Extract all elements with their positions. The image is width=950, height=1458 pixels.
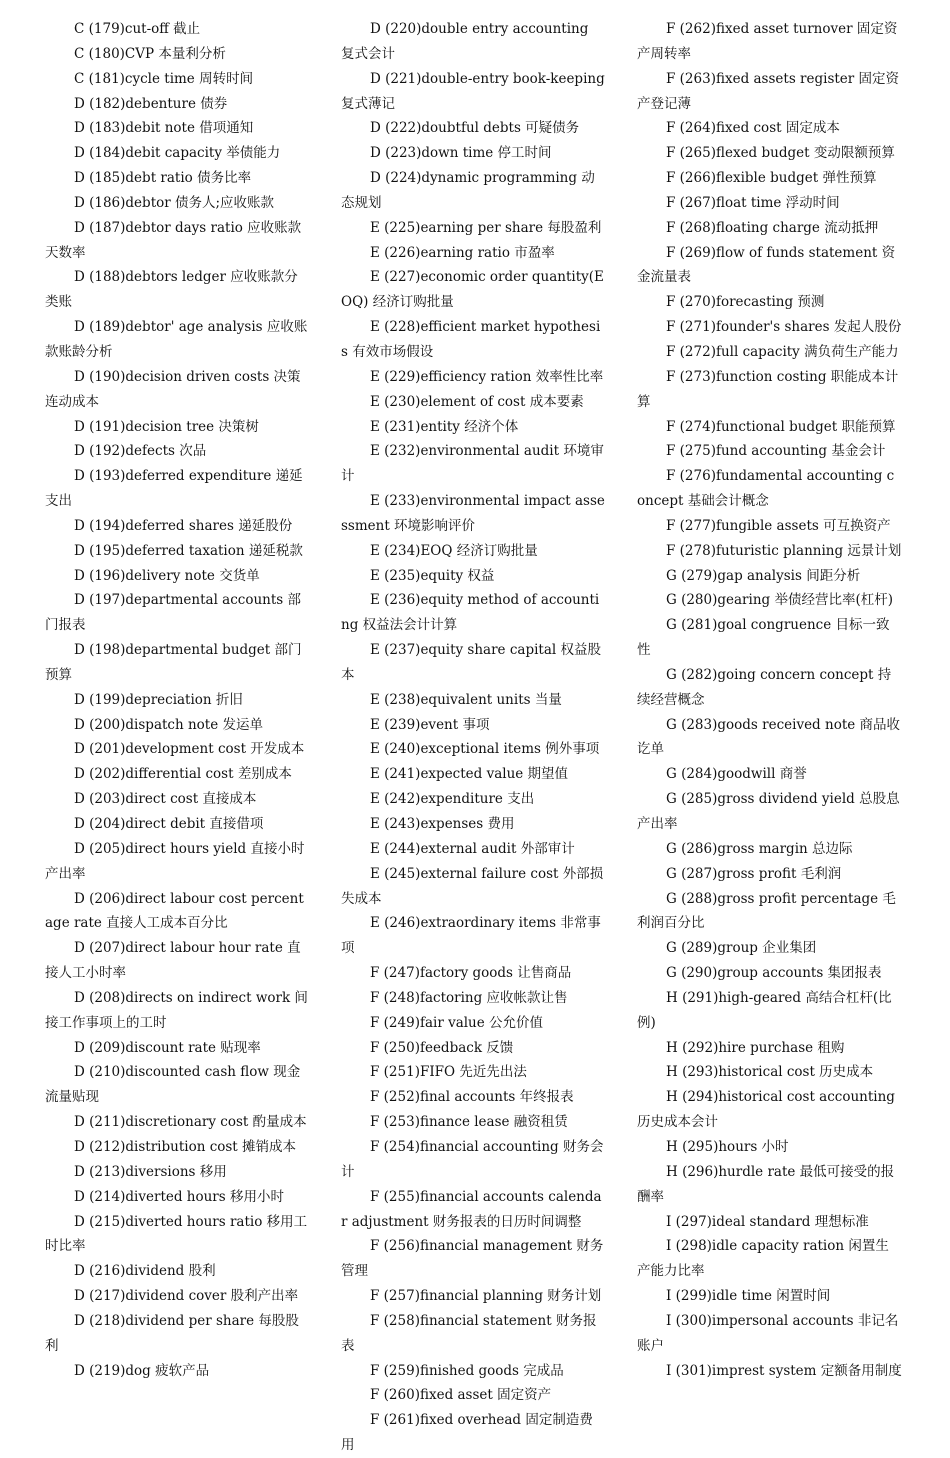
glossary-entry: E (241)expected value 期望值 <box>370 766 569 783</box>
glossary-entry: D (204)direct debit 直接借项 <box>74 816 264 832</box>
glossary-entry: D (193)deferred expenditure 递延支出 <box>45 468 303 510</box>
glossary-entry: D (197)departmental accounts 部门报表 <box>45 592 302 634</box>
glossary-entry: F (275)fund accounting 基金会计 <box>666 443 886 460</box>
glossary-entry: I (299)idle time 闲置时间 <box>666 1288 831 1305</box>
glossary-entry: E (244)external audit 外部审计 <box>370 840 575 857</box>
glossary-entry: D (188)debtors ledger 应收账款分类账 <box>45 269 298 311</box>
glossary-entry: D (206)direct labour cost percentage rate 直接人工成本百分比 <box>45 890 304 932</box>
glossary-entry: G (280)gearing 举债经营比率(杠杆) <box>666 592 893 609</box>
glossary-entry: E (242)expenditure 支出 <box>370 791 535 808</box>
glossary-entry: E (243)expenses 费用 <box>370 816 515 832</box>
glossary-entry: F (253)finance lease 融资租赁 <box>370 1114 568 1131</box>
glossary-entry: G (290)group accounts 集团报表 <box>666 965 882 982</box>
glossary-entry: H (294)historical cost accounting 历史成本会计 <box>637 1089 895 1131</box>
glossary-entry: D (209)discount rate 贴现率 <box>74 1039 261 1056</box>
glossary-entry: F (254)financial accounting 财务会计 <box>341 1138 604 1180</box>
glossary-entry: E (226)earning ratio 市盈率 <box>370 244 555 261</box>
glossary-entry: D (208)directs on indirect work 间接工作事项上的工时 <box>45 989 308 1031</box>
glossary-entry: F (260)fixed asset 固定资产 <box>370 1387 552 1404</box>
glossary-entry: E (225)earning per share 每股盈利 <box>370 219 602 236</box>
glossary-entry: G (282)going concern concept 持续经营概念 <box>637 666 892 708</box>
glossary-entry: F (273)function costing 职能成本计算 <box>637 368 899 410</box>
glossary-entry: F (271)founder's shares 发起人股份 <box>666 319 902 336</box>
glossary-entry: D (203)direct cost 直接成本 <box>74 791 257 808</box>
glossary-entry: F (258)financial statement 财务报表 <box>341 1312 597 1354</box>
glossary-entry: E (238)equivalent units 当量 <box>370 691 562 708</box>
glossary-entry: F (250)feedback 反馈 <box>370 1039 514 1056</box>
glossary-entry: E (233)environmental impact assessment 环境影响评价 <box>341 493 605 534</box>
glossary-entry: D (221)double-entry book-keeping 复式薄记 <box>341 70 605 112</box>
glossary-entry: D (187)debtor days ratio 应收账款天数率 <box>45 219 302 261</box>
glossary-entry: D (210)discounted cash flow 现金流量贴现 <box>45 1064 301 1106</box>
glossary-entry: E (227)economic order quantity(EOQ) 经济订购批量 <box>341 269 604 311</box>
glossary-entry: D (212)distribution cost 摊销成本 <box>74 1138 297 1155</box>
glossary-entry: C (181)cycle time 周转时间 <box>74 70 254 87</box>
glossary-entry: F (278)futuristic planning 远景计划 <box>666 542 902 559</box>
glossary-entry: D (183)debit note 借项通知 <box>74 120 254 137</box>
glossary-column-1 <box>45 17 310 1383</box>
glossary-entry: F (264)fixed cost 固定成本 <box>666 120 840 137</box>
glossary-entry: D (218)dividend per share 每股股利 <box>45 1312 299 1354</box>
glossary-entry: D (182)debenture 债券 <box>74 95 228 112</box>
glossary-entry: E (230)element of cost 成本要素 <box>370 393 584 410</box>
glossary-entry: F (274)functional budget 职能预算 <box>666 418 896 435</box>
glossary-entry: F (251)FIFO 先近先出法 <box>370 1064 527 1081</box>
glossary-entry: D (185)debt ratio 债务比率 <box>74 170 252 187</box>
glossary-entry: D (195)deferred taxation 递延税款 <box>74 542 303 559</box>
glossary-entry: D (191)decision tree 决策树 <box>74 418 259 435</box>
glossary-entry: H (296)hurdle rate 最低可接受的报酬率 <box>637 1163 895 1205</box>
glossary-entry: E (235)equity 权益 <box>370 567 495 584</box>
glossary-entry: E (234)EOQ 经济订购批量 <box>370 542 538 559</box>
glossary-entry: D (200)dispatch note 发运单 <box>74 716 263 733</box>
glossary-entry: I (301)imprest system 定额备用制度 <box>666 1362 902 1379</box>
glossary-column-2 <box>341 17 606 1458</box>
glossary-entry: H (291)high-geared 高结合杠杆(比例) <box>637 989 892 1031</box>
glossary-entry: D (190)decision driven costs 决策连动成本 <box>45 368 301 410</box>
glossary-entry: H (293)historical cost 历史成本 <box>666 1064 874 1081</box>
glossary-entry: D (194)deferred shares 递延股份 <box>74 517 293 534</box>
glossary-entry: G (283)goods received note 商品收讫单 <box>637 716 901 758</box>
glossary-entry: F (252)final accounts 年终报表 <box>370 1089 574 1106</box>
glossary-entry: F (277)fungible assets 可互换资产 <box>666 517 891 534</box>
glossary-entry: I (300)impersonal accounts 非记名账户 <box>637 1312 899 1354</box>
glossary-entry: I (298)idle capacity ration 闲置生产能力比率 <box>637 1238 889 1280</box>
glossary-entry: E (228)efficient market hypothesis 有效市场假设 <box>341 319 601 360</box>
glossary-entry: F (269)flow of funds statement 资金流量表 <box>637 244 896 286</box>
glossary-entry: H (292)hire purchase 租购 <box>666 1039 845 1056</box>
glossary-entry: F (259)finished goods 完成品 <box>370 1362 564 1379</box>
glossary-entry: C (179)cut-off 截止 <box>74 21 201 37</box>
glossary-entry: G (287)gross profit 毛利润 <box>666 865 842 882</box>
glossary-entry: D (222)doubtful debts 可疑债务 <box>370 120 580 137</box>
glossary-entry: F (265)flexed budget 变动限额预算 <box>666 145 895 162</box>
glossary-entry: D (213)diversions 移用 <box>74 1163 227 1180</box>
glossary-entry: D (198)departmental budget 部门预算 <box>45 642 302 683</box>
glossary-entry: G (284)goodwill 商誉 <box>666 766 807 783</box>
glossary-entry: D (214)diverted hours 移用小时 <box>74 1188 284 1205</box>
glossary-entry: F (247)factory goods 让售商品 <box>370 965 572 982</box>
glossary-column-3 <box>637 17 902 1383</box>
glossary-entry: D (201)development cost 开发成本 <box>74 741 305 758</box>
glossary-entry: D (216)dividend 股利 <box>74 1263 216 1280</box>
glossary-entry: F (266)flexible budget 弹性预算 <box>666 170 877 187</box>
glossary-entry: F (263)fixed assets register 固定资产登记薄 <box>637 70 900 112</box>
glossary-entry: G (279)gap analysis 间距分析 <box>666 567 861 584</box>
glossary-entry: D (224)dynamic programming 动态规划 <box>341 170 595 211</box>
glossary-entry: G (288)gross profit percentage 毛利润百分比 <box>637 890 896 932</box>
glossary-entry: F (267)float time 浮动时间 <box>666 194 840 211</box>
glossary-entry: G (281)goal congruence 目标一致性 <box>637 617 890 659</box>
glossary-entry: F (276)fundamental accounting concept 基础会计概念 <box>637 468 895 510</box>
glossary-entry: F (248)factoring 应收帐款让售 <box>370 989 568 1006</box>
glossary-entry: D (199)depreciation 折旧 <box>74 691 243 708</box>
glossary-entry: E (240)exceptional items 例外事项 <box>370 741 600 758</box>
glossary-entry: E (237)equity share capital 权益股本 <box>341 642 601 683</box>
glossary-entry: G (289)group 企业集团 <box>666 940 817 957</box>
glossary-entry: D (207)direct labour hour rate 直接人工小时率 <box>45 940 301 982</box>
glossary-entry: F (255)financial accounts calendar adjustment 财务报表的日历时间调整 <box>341 1188 602 1230</box>
glossary-entry: C (180)CVP 本量利分析 <box>74 45 226 62</box>
glossary-entry: I (297)ideal standard 理想标准 <box>666 1213 869 1230</box>
glossary-entry: F (261)fixed overhead 固定制造费用 <box>341 1412 593 1454</box>
glossary-entry: G (286)gross margin 总边际 <box>666 840 853 857</box>
glossary-entry: E (245)external failure cost 外部损失成本 <box>341 865 604 907</box>
glossary-entry: D (211)discretionary cost 酌量成本 <box>74 1114 307 1131</box>
glossary-entry: D (215)diverted hours ratio 移用工时比率 <box>45 1213 308 1255</box>
glossary-entry: F (272)full capacity 满负荷生产能力 <box>666 343 899 360</box>
glossary-entry: E (231)entity 经济个体 <box>370 418 519 435</box>
glossary-entry: D (205)direct hours yield 直接小时产出率 <box>45 840 305 882</box>
glossary-entry: E (229)efficiency ration 效率性比率 <box>370 368 604 385</box>
glossary-entry: F (256)financial management 财务管理 <box>341 1238 604 1280</box>
glossary-entry: D (217)dividend cover 股利产出率 <box>74 1288 299 1305</box>
glossary-entry: D (202)differential cost 差别成本 <box>74 766 292 783</box>
glossary-entry: E (239)event 事项 <box>370 716 490 733</box>
glossary-entry: H (295)hours 小时 <box>666 1138 789 1155</box>
glossary-entry: D (219)dog 疲软产品 <box>74 1362 210 1379</box>
glossary-entry: D (196)delivery note 交货单 <box>74 567 260 584</box>
glossary-entry: D (192)defects 次品 <box>74 443 207 460</box>
glossary-entry: D (223)down time 停工时间 <box>370 145 552 162</box>
glossary-entry: E (246)extraordinary items 非常事项 <box>341 915 601 957</box>
glossary-entry: D (189)debtor' age analysis 应收账款账龄分析 <box>45 319 308 360</box>
glossary-entry: F (270)forecasting 预测 <box>666 294 825 311</box>
glossary-entry: G (285)gross dividend yield 总股息产出率 <box>637 791 900 832</box>
glossary-entry: D (220)double entry accounting 复式会计 <box>341 21 589 62</box>
glossary-entry: D (184)debit capacity 举债能力 <box>74 145 281 162</box>
glossary-entry: F (262)fixed asset turnover 固定资产周转率 <box>637 21 898 62</box>
glossary-entry: F (257)financial planning 财务计划 <box>370 1288 602 1305</box>
glossary-entry: F (268)floating charge 流动抵押 <box>666 219 879 236</box>
glossary-entry: E (232)environmental audit 环境审计 <box>341 443 604 485</box>
glossary-entry: D (186)debtor 债务人;应收账款 <box>74 194 275 211</box>
glossary-entry: E (236)equity method of accounting 权益法会计计算 <box>341 592 600 634</box>
glossary-entry: F (249)fair value 公允价值 <box>370 1014 544 1031</box>
